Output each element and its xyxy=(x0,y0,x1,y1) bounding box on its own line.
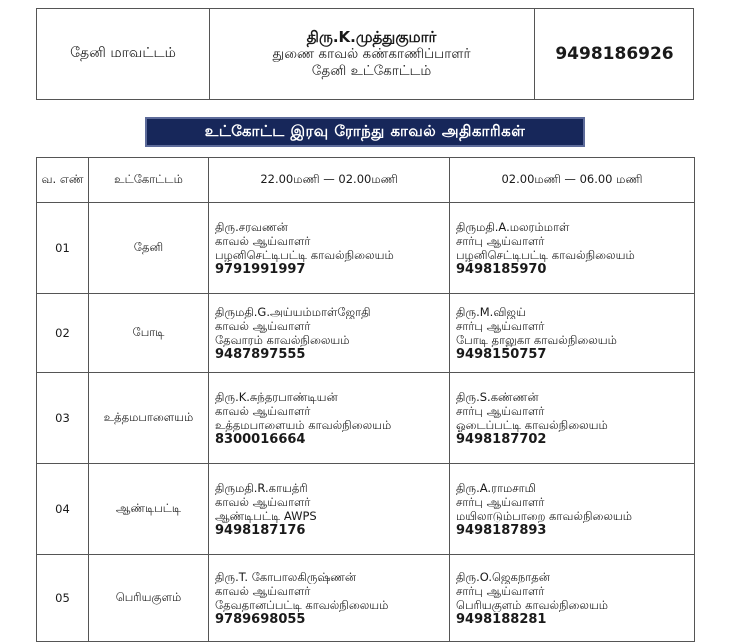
serial-number: 01 xyxy=(37,203,89,294)
shift2-officer xyxy=(450,203,695,294)
officer-phone: 9498188281 xyxy=(456,612,547,627)
officer-phone: 9789698055 xyxy=(215,612,306,627)
col-header-shift2: 02.00மணி — 06.00 மணி xyxy=(450,158,695,203)
table-row xyxy=(37,464,695,555)
officer-rank: காவல் ஆய்வாளர் xyxy=(215,233,311,248)
district-name: தேனி மாவட்டம் xyxy=(70,45,176,61)
officer-phone: 9498187176 xyxy=(215,523,306,538)
dsp-rank: துணை காவல் கண்காணிப்பாளர் xyxy=(272,45,471,62)
dsp-subdivision: தேனி உட்கோட்டம் xyxy=(311,62,432,79)
officer-phone: 9498185970 xyxy=(456,262,547,277)
table-row xyxy=(37,555,695,642)
section-title-banner: உட்கோட்ட இரவு ரோந்து காவல் அதிகாரிகள் xyxy=(145,117,585,147)
officer-phone: 9498187893 xyxy=(456,523,547,538)
shift2-officer xyxy=(450,555,695,642)
police-station: ஓடைப்பட்டி காவல்நிலையம் xyxy=(456,417,608,432)
officer-name: திருமதி.G.அய்யம்மாள்ஜோதி xyxy=(215,304,371,319)
shift1-officer xyxy=(209,294,450,373)
col-header-sno: வ. எண் xyxy=(37,158,89,203)
officer-rank: காவல் ஆய்வாளர் xyxy=(215,318,311,333)
police-station: பெரியகுளம் காவல்நிலையம் xyxy=(456,597,609,612)
officer-name: திருமதி.R.காயத்ரி xyxy=(215,480,308,495)
shift1-officer xyxy=(209,464,450,555)
dsp-officer xyxy=(209,9,534,99)
subdivision-name: தேனி xyxy=(89,203,209,294)
patrol-officers-table xyxy=(36,157,695,642)
subdivision-name: பெரியகுளம் xyxy=(89,555,209,642)
dsp-name: திரு.K.முத்துகுமார் xyxy=(306,27,437,46)
officer-rank: சார்பு ஆய்வாளர் xyxy=(456,318,545,333)
shift2-officer xyxy=(450,464,695,555)
police-station: பழனிசெட்டிபட்டி காவல்நிலையம் xyxy=(456,247,635,262)
officer-name: திரு.T. கோபாலகிருஷ்ணன் xyxy=(215,569,357,584)
officer-rank: சார்பு ஆய்வாளர் xyxy=(456,403,545,418)
police-station: தேவாரம் காவல்நிலையம் xyxy=(215,332,350,347)
table-row xyxy=(37,373,695,464)
officer-name: திரு.S.கண்ணன் xyxy=(456,389,539,404)
table-row xyxy=(37,294,695,373)
subdivision-name: உத்தமபாளையம் xyxy=(89,373,209,464)
shift1-officer xyxy=(209,555,450,642)
officer-phone: 8300016664 xyxy=(215,432,306,447)
table-row xyxy=(37,203,695,294)
serial-number: 04 xyxy=(37,464,89,555)
shift1-officer xyxy=(209,203,450,294)
officer-phone: 9498150757 xyxy=(456,347,547,362)
serial-number: 05 xyxy=(37,555,89,642)
shift2-officer xyxy=(450,294,695,373)
col-header-shift1: 22.00மணி — 02.00மணி xyxy=(209,158,450,203)
officer-phone: 9498187702 xyxy=(456,432,547,447)
subdivision-name: போடி xyxy=(89,294,209,373)
police-station: உத்தமபாளையம் காவல்நிலையம் xyxy=(215,417,392,432)
officer-rank: சார்பு ஆய்வாளர் xyxy=(456,494,545,509)
officer-phone: 9791991997 xyxy=(215,262,306,277)
officer-rank: காவல் ஆய்வாளர் xyxy=(215,583,311,598)
shift2-officer xyxy=(450,373,695,464)
officer-name: திரு.A.ராமசாமி xyxy=(456,480,536,495)
officer-name: திருமதி.A.மலரம்மாள் xyxy=(456,219,570,234)
officer-rank: சார்பு ஆய்வாளர் xyxy=(456,233,545,248)
serial-number: 02 xyxy=(37,294,89,373)
officer-name: திரு.M.விஜய் xyxy=(456,304,526,319)
officer-rank: காவல் ஆய்வாளர் xyxy=(215,494,311,509)
serial-number: 03 xyxy=(37,373,89,464)
subdivision-name: ஆண்டிபட்டி xyxy=(89,464,209,555)
officer-phone: 9487897555 xyxy=(215,347,306,362)
officer-rank: காவல் ஆய்வாளர் xyxy=(215,403,311,418)
police-station: மயிலாடும்பாறை காவல்நிலையம் xyxy=(456,508,633,523)
header-box xyxy=(36,8,694,100)
police-station: போடி தாலுகா காவல்நிலையம் xyxy=(456,332,617,347)
police-station: ஆண்டிபட்டி AWPS xyxy=(215,508,317,523)
shift1-officer xyxy=(209,373,450,464)
police-station: தேவதானப்பட்டி காவல்நிலையம் xyxy=(215,597,389,612)
dsp-phone: 9498186926 xyxy=(555,44,674,64)
table-header-row xyxy=(37,158,695,203)
officer-name: திரு.O.ஜெகநாதன் xyxy=(456,569,550,584)
police-station: பழனிசெட்டிபட்டி காவல்நிலையம் xyxy=(215,247,394,262)
officer-name: திரு.சரவணன் xyxy=(215,219,288,234)
officer-name: திரு.K.சுந்தரபாண்டியன் xyxy=(215,389,338,404)
col-header-subdivision: உட்கோட்டம் xyxy=(89,158,209,203)
officer-rank: சார்பு ஆய்வாளர் xyxy=(456,583,545,598)
